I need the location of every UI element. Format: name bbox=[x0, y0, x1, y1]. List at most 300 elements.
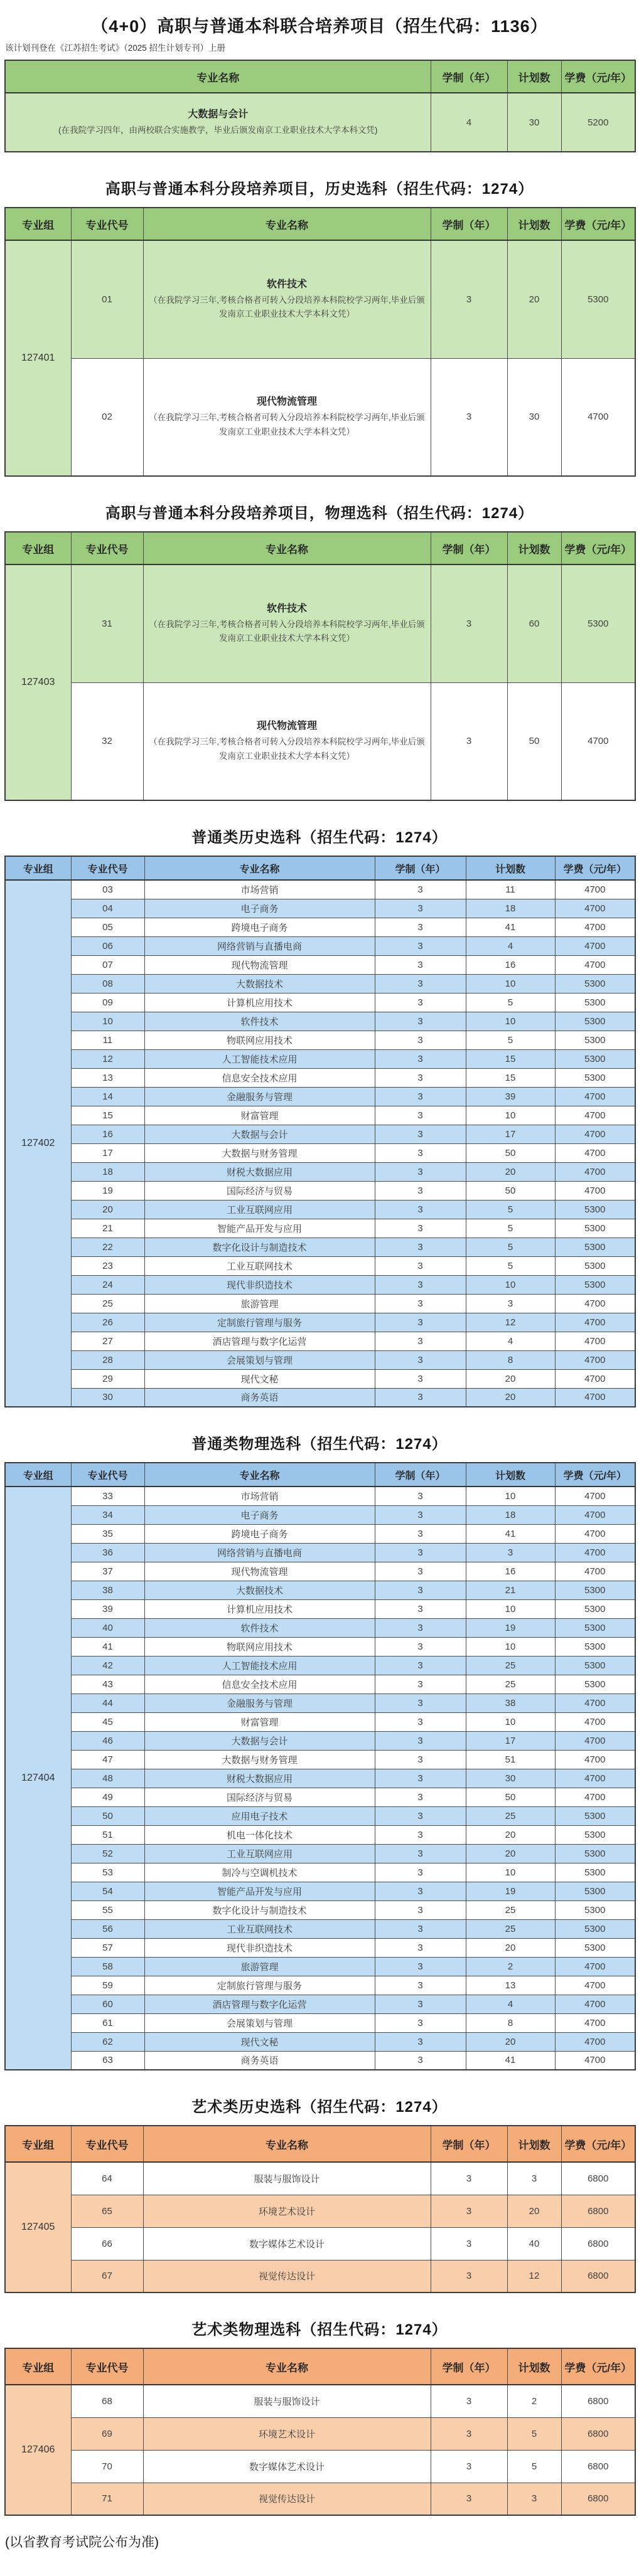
tuition-fee: 5300 bbox=[555, 1863, 635, 1882]
tuition-fee: 4700 bbox=[555, 1505, 635, 1524]
major-code: 34 bbox=[71, 1505, 144, 1524]
major-name: 人工智能技术应用 bbox=[144, 1049, 375, 1068]
major-name: 电子商务 bbox=[144, 899, 375, 918]
tuition-fee: 4700 bbox=[555, 1369, 635, 1388]
tuition-fee: 5300 bbox=[555, 1049, 635, 1068]
column-header: 学制（年） bbox=[375, 856, 466, 880]
plan-count: 50 bbox=[466, 1788, 555, 1806]
group-cell: 127405 bbox=[5, 2162, 71, 2292]
column-header: 专业组 bbox=[5, 856, 71, 880]
header-row bbox=[5, 856, 635, 880]
major-note: (在我院学习四年，由两校联合实施教学，毕业后颁发南京工业职业技术大学本科文凭) bbox=[58, 125, 378, 135]
study-years: 3 bbox=[431, 2385, 507, 2417]
study-years: 3 bbox=[375, 1143, 466, 1162]
major-name: 应用电子技术 bbox=[144, 1806, 375, 1825]
table-row bbox=[5, 1256, 635, 1275]
column-header: 计划数 bbox=[466, 856, 555, 880]
major-name: 金融服务与管理 bbox=[144, 1087, 375, 1106]
study-years: 3 bbox=[375, 1388, 466, 1407]
section-art-history bbox=[4, 2094, 635, 2293]
study-years: 3 bbox=[375, 1162, 466, 1181]
major-code: 40 bbox=[71, 1618, 144, 1637]
table-row bbox=[5, 1200, 635, 1219]
section-title: 高职与普通本科分段培养项目，历史选科（招生代码：1274） bbox=[105, 181, 534, 198]
column-header: 专业名称 bbox=[144, 856, 375, 880]
plan-count: 16 bbox=[466, 1562, 555, 1581]
study-years: 3 bbox=[431, 2483, 507, 2515]
plan-count: 20 bbox=[466, 1844, 555, 1863]
table-row bbox=[5, 1012, 635, 1031]
tuition-fee: 5300 bbox=[555, 1637, 635, 1656]
study-years: 3 bbox=[375, 1788, 466, 1806]
tuition-fee: 6800 bbox=[561, 2162, 635, 2195]
tuition-fee: 5300 bbox=[555, 1806, 635, 1825]
table-row bbox=[5, 1505, 635, 1524]
major-name: 财富管理 bbox=[144, 1106, 375, 1125]
major-name: 服装与服饰设计 bbox=[143, 2385, 431, 2417]
plan-count: 4 bbox=[466, 936, 555, 955]
tuition-fee: 5300 bbox=[555, 1256, 635, 1275]
group-cell: 127406 bbox=[5, 2385, 71, 2515]
plan-count: 16 bbox=[466, 955, 555, 974]
major-code: 10 bbox=[71, 1012, 144, 1031]
major-code: 37 bbox=[71, 1562, 144, 1581]
plan-count: 11 bbox=[466, 880, 555, 899]
study-years: 3 bbox=[375, 1031, 466, 1049]
study-years: 3 bbox=[431, 564, 507, 682]
tuition-fee: 5200 bbox=[561, 93, 635, 152]
table-body bbox=[5, 93, 635, 152]
plan-count: 12 bbox=[466, 1313, 555, 1332]
section-title: 普通类物理选科（招生代码：1274） bbox=[191, 1436, 448, 1453]
column-header: 计划数 bbox=[507, 208, 561, 240]
major-code: 67 bbox=[71, 2260, 143, 2292]
major-code: 66 bbox=[71, 2227, 143, 2260]
major-code: 46 bbox=[71, 1731, 144, 1750]
major-name: 国际经济与贸易 bbox=[144, 1788, 375, 1806]
plan-count: 5 bbox=[466, 1200, 555, 1219]
table-row bbox=[5, 2260, 635, 2292]
major-code: 24 bbox=[71, 1275, 144, 1294]
study-years: 3 bbox=[375, 1562, 466, 1581]
plan-count: 25 bbox=[466, 1806, 555, 1825]
study-years: 3 bbox=[375, 1256, 466, 1275]
section-title: 普通类历史选科（招生代码：1274） bbox=[191, 829, 448, 846]
table-row bbox=[5, 1313, 635, 1332]
study-years: 3 bbox=[375, 1543, 466, 1562]
study-years: 3 bbox=[375, 1219, 466, 1238]
tuition-fee: 4700 bbox=[555, 1313, 635, 1332]
major-name: 数字化设计与制造技术 bbox=[144, 1900, 375, 1919]
table-row bbox=[5, 1618, 635, 1637]
column-header: 专业代号 bbox=[71, 208, 143, 240]
study-years: 3 bbox=[375, 1524, 466, 1543]
plan-count: 39 bbox=[466, 1087, 555, 1106]
major-code: 03 bbox=[71, 880, 144, 899]
tuition-fee: 6800 bbox=[561, 2260, 635, 2292]
study-years: 3 bbox=[375, 1995, 466, 2013]
plan-count: 10 bbox=[466, 1712, 555, 1731]
major-code: 30 bbox=[71, 1388, 144, 1407]
major-name: 酒店管理与数字化运营 bbox=[144, 1995, 375, 2013]
table-row bbox=[5, 1143, 635, 1162]
tuition-fee: 5300 bbox=[561, 564, 635, 682]
column-header: 专业代号 bbox=[71, 1463, 144, 1487]
plan-count: 41 bbox=[466, 2051, 555, 2070]
plan-count: 20 bbox=[466, 1938, 555, 1957]
study-years: 3 bbox=[375, 974, 466, 993]
major-code: 62 bbox=[71, 2032, 144, 2051]
study-years: 3 bbox=[375, 1313, 466, 1332]
table-header bbox=[5, 60, 635, 93]
major-code: 65 bbox=[71, 2195, 143, 2227]
major-name-cell bbox=[143, 358, 431, 476]
plan-count: 3 bbox=[507, 2162, 561, 2195]
tuition-fee: 4700 bbox=[555, 1957, 635, 1976]
table-row bbox=[5, 564, 635, 682]
table-header bbox=[5, 1463, 635, 1487]
major-note: （在我院学习三年,考核合格者可转入分段培养本科院校学习两年,毕业后颁发南京工业职业技术大学本科文凭） bbox=[149, 295, 425, 319]
major-name: 跨境电子商务 bbox=[144, 1524, 375, 1543]
plan-count: 21 bbox=[466, 1581, 555, 1599]
tuition-fee: 4700 bbox=[555, 1693, 635, 1712]
study-years: 3 bbox=[375, 1675, 466, 1693]
major-code: 64 bbox=[71, 2162, 143, 2195]
plan-count: 10 bbox=[466, 1637, 555, 1656]
study-years: 3 bbox=[375, 993, 466, 1012]
column-header: 专业代号 bbox=[71, 2126, 143, 2162]
table-row bbox=[5, 358, 635, 476]
table-body bbox=[5, 2162, 635, 2292]
column-header: 计划数 bbox=[507, 532, 561, 564]
table-row bbox=[5, 880, 635, 899]
table-body bbox=[5, 240, 635, 476]
major-name: 国际经济与贸易 bbox=[144, 1181, 375, 1200]
study-years: 3 bbox=[375, 1957, 466, 1976]
study-years: 3 bbox=[375, 1012, 466, 1031]
study-years: 3 bbox=[375, 1068, 466, 1087]
column-header: 计划数 bbox=[466, 1463, 555, 1487]
major-code: 25 bbox=[71, 1294, 144, 1313]
major-code: 48 bbox=[71, 1769, 144, 1788]
study-years: 4 bbox=[431, 93, 507, 152]
major-code: 47 bbox=[71, 1750, 144, 1769]
tuition-fee: 5300 bbox=[555, 1938, 635, 1957]
plan-count: 60 bbox=[507, 564, 561, 682]
column-header: 学制（年） bbox=[431, 208, 507, 240]
plan-count: 20 bbox=[466, 1369, 555, 1388]
column-header: 专业组 bbox=[5, 532, 71, 564]
table-row bbox=[5, 899, 635, 918]
table-row bbox=[5, 1769, 635, 1788]
study-years: 3 bbox=[375, 1581, 466, 1599]
major-code: 52 bbox=[71, 1844, 144, 1863]
table-row bbox=[5, 1919, 635, 1938]
major-code: 44 bbox=[71, 1693, 144, 1712]
major-code: 17 bbox=[71, 1143, 144, 1162]
tuition-fee: 4700 bbox=[555, 1769, 635, 1788]
major-name: 数字化设计与制造技术 bbox=[144, 1238, 375, 1256]
column-header: 学制（年） bbox=[431, 2126, 507, 2162]
major-name: 大数据与财务管理 bbox=[144, 1750, 375, 1769]
table-row bbox=[5, 1162, 635, 1181]
tuition-fee: 4700 bbox=[555, 1750, 635, 1769]
plan-count: 4 bbox=[466, 1995, 555, 2013]
major-name: 信息安全技术应用 bbox=[144, 1675, 375, 1693]
major-note: （在我院学习三年,考核合格者可转入分段培养本科院校学习两年,毕业后颁发南京工业职业技术大学本科文凭） bbox=[149, 737, 425, 761]
column-header: 专业名称 bbox=[143, 532, 431, 564]
major-code: 55 bbox=[71, 1900, 144, 1919]
table-header bbox=[5, 856, 635, 880]
major-code: 04 bbox=[71, 899, 144, 918]
tuition-fee: 5300 bbox=[555, 1275, 635, 1294]
major-name: 大数据与财务管理 bbox=[144, 1143, 375, 1162]
plan-count: 17 bbox=[466, 1731, 555, 1750]
header-row bbox=[5, 2126, 635, 2162]
plan-count: 20 bbox=[466, 1825, 555, 1844]
major-code: 05 bbox=[71, 918, 144, 936]
table-row bbox=[5, 1106, 635, 1125]
tuition-fee: 4700 bbox=[555, 1181, 635, 1200]
table-row bbox=[5, 918, 635, 936]
plan-count: 10 bbox=[466, 1106, 555, 1125]
table-row bbox=[5, 1693, 635, 1712]
major-code: 14 bbox=[71, 1087, 144, 1106]
plan-count: 5 bbox=[466, 993, 555, 1012]
table-row bbox=[5, 1543, 635, 1562]
major-code: 43 bbox=[71, 1675, 144, 1693]
tuition-fee: 4700 bbox=[555, 1788, 635, 1806]
table-row bbox=[5, 2162, 635, 2195]
major-code: 38 bbox=[71, 1581, 144, 1599]
table-joint-4plus0 bbox=[4, 60, 636, 152]
tuition-fee: 6800 bbox=[561, 2417, 635, 2450]
table-row bbox=[5, 1031, 635, 1049]
section-title: 艺术类历史选科（招生代码：1274） bbox=[191, 2099, 448, 2116]
major-name: 商务英语 bbox=[144, 1388, 375, 1407]
tuition-fee: 4700 bbox=[561, 358, 635, 476]
tuition-fee: 5300 bbox=[555, 1238, 635, 1256]
major-name: 会展策划与管理 bbox=[144, 2013, 375, 2032]
tuition-fee: 5300 bbox=[555, 1919, 635, 1938]
plan-count: 50 bbox=[466, 1143, 555, 1162]
tuition-fee: 5300 bbox=[555, 1200, 635, 1219]
plan-count: 12 bbox=[507, 2260, 561, 2292]
study-years: 3 bbox=[375, 1369, 466, 1388]
table-body bbox=[5, 880, 635, 1407]
plan-count: 2 bbox=[466, 1957, 555, 1976]
table-row bbox=[5, 2417, 635, 2450]
major-code: 41 bbox=[71, 1637, 144, 1656]
study-years: 3 bbox=[375, 1863, 466, 1882]
tuition-fee: 4700 bbox=[555, 880, 635, 899]
tuition-fee: 4700 bbox=[555, 918, 635, 936]
study-years: 3 bbox=[375, 2013, 466, 2032]
major-code: 28 bbox=[71, 1350, 144, 1369]
study-years: 3 bbox=[375, 1712, 466, 1731]
column-header: 专业组 bbox=[5, 2126, 71, 2162]
study-years: 3 bbox=[375, 880, 466, 899]
table-row bbox=[5, 1788, 635, 1806]
major-name: 网络营销与直播电商 bbox=[144, 936, 375, 955]
plan-count: 5 bbox=[507, 2450, 561, 2483]
study-years: 3 bbox=[431, 682, 507, 800]
major-name-cell bbox=[143, 240, 431, 358]
major-name: 计算机应用技术 bbox=[144, 1599, 375, 1618]
table-row bbox=[5, 1995, 635, 2013]
plan-count: 25 bbox=[466, 1919, 555, 1938]
study-years: 3 bbox=[431, 358, 507, 476]
column-header: 计划数 bbox=[507, 60, 561, 93]
table-row bbox=[5, 993, 635, 1012]
table-row bbox=[5, 1675, 635, 1693]
plan-count: 17 bbox=[466, 1125, 555, 1143]
tuition-fee: 5300 bbox=[555, 993, 635, 1012]
major-name: 计算机应用技术 bbox=[144, 993, 375, 1012]
plan-count: 8 bbox=[466, 1350, 555, 1369]
column-header: 专业名称 bbox=[144, 1463, 375, 1487]
plan-count: 5 bbox=[507, 2417, 561, 2450]
group-cell: 127401 bbox=[5, 240, 71, 476]
major-code: 08 bbox=[71, 974, 144, 993]
study-years: 3 bbox=[375, 1844, 466, 1863]
study-years: 3 bbox=[375, 1825, 466, 1844]
tuition-fee: 4700 bbox=[555, 1976, 635, 1995]
major-name: 智能产品开发与应用 bbox=[144, 1219, 375, 1238]
table-row bbox=[5, 1068, 635, 1087]
major-code: 29 bbox=[71, 1369, 144, 1388]
column-header: 学制（年） bbox=[431, 2348, 507, 2385]
major-code: 07 bbox=[71, 955, 144, 974]
table-row bbox=[5, 1750, 635, 1769]
plan-count: 3 bbox=[466, 1294, 555, 1313]
table-row bbox=[5, 2483, 635, 2515]
table-row bbox=[5, 1294, 635, 1313]
plan-count: 18 bbox=[466, 1505, 555, 1524]
table-row bbox=[5, 1637, 635, 1656]
major-code: 22 bbox=[71, 1238, 144, 1256]
column-header: 学费（元/年） bbox=[561, 532, 635, 564]
tuition-fee: 4700 bbox=[555, 2032, 635, 2051]
study-years: 3 bbox=[431, 2162, 507, 2195]
tuition-fee: 5300 bbox=[555, 1900, 635, 1919]
major-name: 工业互联网应用 bbox=[144, 1844, 375, 1863]
study-years: 3 bbox=[375, 1125, 466, 1143]
plan-count: 41 bbox=[466, 1524, 555, 1543]
table-row bbox=[5, 1731, 635, 1750]
plan-count: 10 bbox=[466, 1599, 555, 1618]
table-row bbox=[5, 936, 635, 955]
major-name: 物联网应用技术 bbox=[144, 1031, 375, 1049]
major-name: 机电一体化技术 bbox=[144, 1825, 375, 1844]
major-name: 环境艺术设计 bbox=[143, 2417, 431, 2450]
major-name: 定制旅行管理与服务 bbox=[144, 1976, 375, 1995]
table-row bbox=[5, 1957, 635, 1976]
table-row bbox=[5, 2032, 635, 2051]
plan-count: 30 bbox=[507, 93, 561, 152]
major-name: 智能产品开发与应用 bbox=[144, 1882, 375, 1900]
tuition-fee: 4700 bbox=[555, 936, 635, 955]
table-art-history bbox=[4, 2125, 636, 2293]
study-years: 3 bbox=[375, 1487, 466, 1505]
study-years: 3 bbox=[431, 2417, 507, 2450]
tuition-fee: 5300 bbox=[555, 1825, 635, 1844]
major-name: 信息安全技术应用 bbox=[144, 1068, 375, 1087]
header-row bbox=[5, 1463, 635, 1487]
plan-count: 25 bbox=[466, 1675, 555, 1693]
major-name: 现代物流管理 bbox=[256, 721, 317, 732]
major-code: 16 bbox=[71, 1125, 144, 1143]
tuition-fee: 4700 bbox=[555, 1143, 635, 1162]
major-name: 数字媒体艺术设计 bbox=[143, 2227, 431, 2260]
major-name: 大数据技术 bbox=[144, 974, 375, 993]
plan-count: 20 bbox=[466, 2032, 555, 2051]
study-years: 3 bbox=[375, 1106, 466, 1125]
table-row bbox=[5, 1976, 635, 1995]
study-years: 3 bbox=[375, 1200, 466, 1219]
plan-count: 5 bbox=[466, 1256, 555, 1275]
major-name: 服装与服饰设计 bbox=[143, 2162, 431, 2195]
group-cell: 127403 bbox=[5, 564, 71, 800]
study-years: 3 bbox=[431, 2260, 507, 2292]
major-name: 工业互联网技术 bbox=[144, 1919, 375, 1938]
study-years: 3 bbox=[375, 1656, 466, 1675]
plan-count: 2 bbox=[507, 2385, 561, 2417]
plan-count: 41 bbox=[466, 918, 555, 936]
table-row bbox=[5, 1181, 635, 1200]
major-name: 数字媒体艺术设计 bbox=[143, 2450, 431, 2483]
section-segment-history bbox=[4, 176, 635, 477]
study-years: 3 bbox=[375, 1275, 466, 1294]
major-name-cell bbox=[143, 564, 431, 682]
major-name: 财税大数据应用 bbox=[144, 1162, 375, 1181]
table-row bbox=[5, 2227, 635, 2260]
plan-count: 50 bbox=[507, 682, 561, 800]
major-code: 15 bbox=[71, 1106, 144, 1125]
study-years: 3 bbox=[375, 918, 466, 936]
table-row bbox=[5, 1656, 635, 1675]
study-years: 3 bbox=[375, 1350, 466, 1369]
major-code: 01 bbox=[71, 240, 143, 358]
header-row bbox=[5, 60, 635, 93]
plan-count: 30 bbox=[507, 358, 561, 476]
study-years: 3 bbox=[375, 2032, 466, 2051]
table-row bbox=[5, 1844, 635, 1863]
plan-count: 38 bbox=[466, 1693, 555, 1712]
group-cell: 127402 bbox=[5, 880, 71, 1407]
major-name: 会展策划与管理 bbox=[144, 1350, 375, 1369]
table-header bbox=[5, 532, 635, 564]
table-row bbox=[5, 1863, 635, 1882]
major-name: 现代非织造技术 bbox=[144, 1275, 375, 1294]
plan-count: 50 bbox=[466, 1181, 555, 1200]
tuition-fee: 4700 bbox=[555, 1562, 635, 1581]
plan-count: 25 bbox=[466, 1656, 555, 1675]
study-years: 3 bbox=[375, 1087, 466, 1106]
plan-count: 20 bbox=[507, 2195, 561, 2227]
tuition-fee: 4700 bbox=[555, 1350, 635, 1369]
plan-count: 10 bbox=[466, 1487, 555, 1505]
tuition-fee: 5300 bbox=[555, 1618, 635, 1637]
study-years: 3 bbox=[375, 899, 466, 918]
major-name: 财富管理 bbox=[144, 1712, 375, 1731]
major-code: 70 bbox=[71, 2450, 143, 2483]
plan-count: 3 bbox=[466, 1543, 555, 1562]
tuition-fee: 4700 bbox=[555, 1995, 635, 2013]
tuition-fee: 5300 bbox=[555, 1675, 635, 1693]
tuition-fee: 4700 bbox=[555, 1731, 635, 1750]
tuition-fee: 4700 bbox=[555, 1125, 635, 1143]
